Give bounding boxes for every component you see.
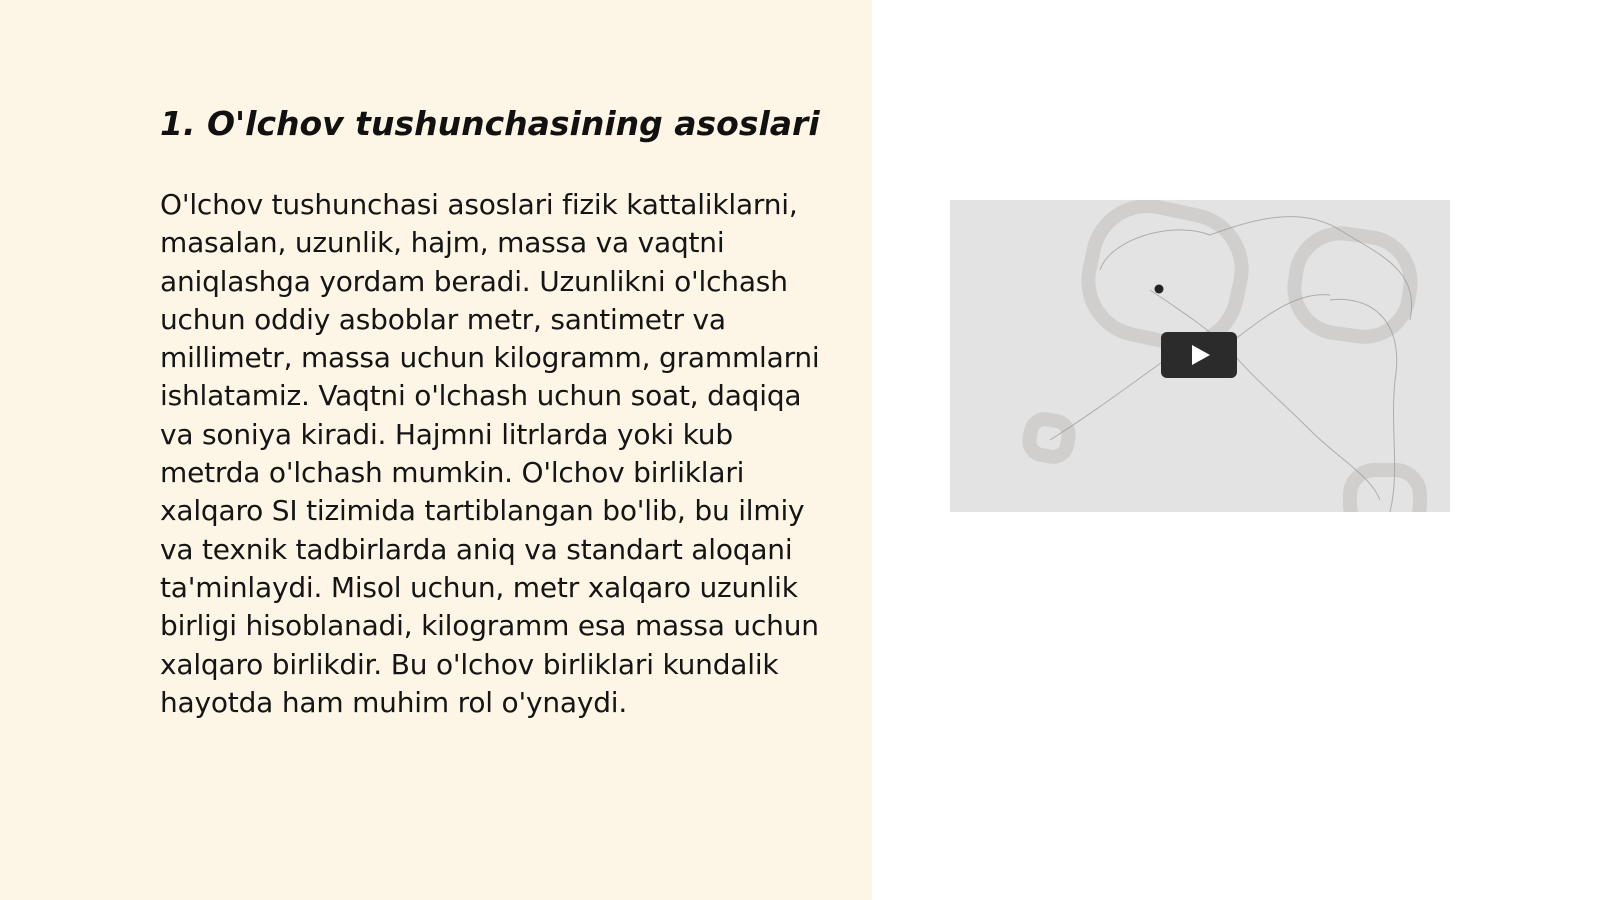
- slide-title: 1. O'lchov tushunchasining asoslari: [160, 104, 820, 143]
- play-icon: [1192, 345, 1210, 365]
- video-player[interactable]: [950, 200, 1450, 512]
- slide-body-text: O'lchov tushunchasi asoslari fizik kattaliklarni, masalan, uzunlik, hajm, massa va vaqtni aniqlashga yordam beradi. Uzunlikni o'lchash uchun oddiy asboblar metr, santimetr va millimetr, massa uchun kilogramm, grammlarni ishlatamiz. Vaqtni o'lchash uchun soat, daqiqa va soniya kiradi. Hajmni litrlarda yoki kub metrda o'lchash mumkin. O'lchov birliklari xalqaro SI tizimida tartiblangan bo'lib, bu ilmiy va texnik tadbirlarda aniq va standart aloqani ta'minlaydi. Misol uchun, metr xalqaro uzunlik birligi hisoblanadi, kilogramm esa massa uchun xalqaro birlikdir. Bu o'lchov birliklari kundalik hayotda ham muhim rol o'ynaydi.: [160, 188, 820, 719]
- play-button[interactable]: [1161, 332, 1237, 378]
